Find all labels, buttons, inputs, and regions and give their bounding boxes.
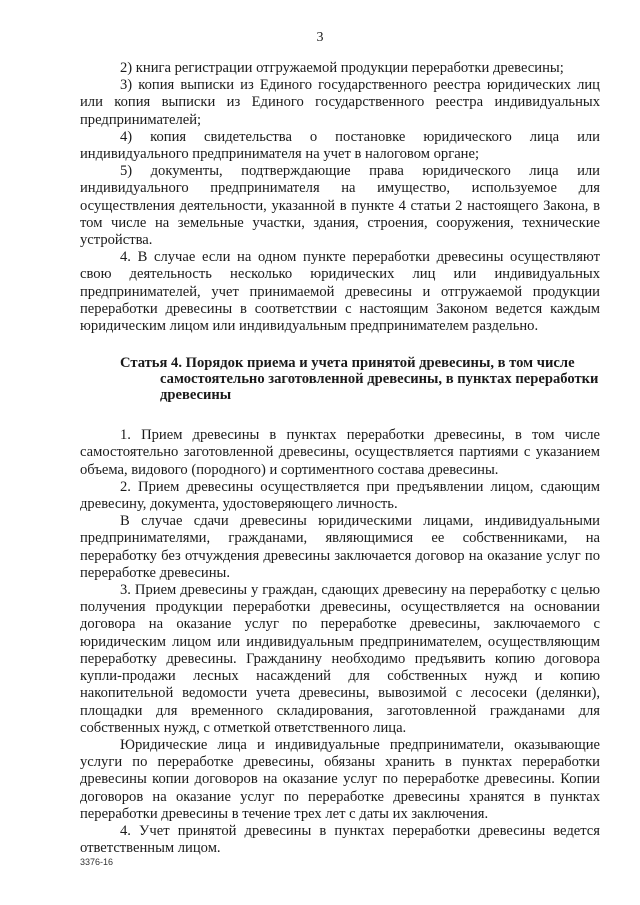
paragraph: 2) книга регистрации отгружаемой продукции переработки древесины; xyxy=(120,60,564,76)
paragraph: 1. Прием древесины в пунктах переработки древесины, в том числе самостоятельно заготовленной древесины, осуществляется партиями с указанием объема, видового (породного) и сортиментного состава древесины. xyxy=(80,427,600,478)
document-body xyxy=(80,60,600,857)
article-heading xyxy=(80,355,600,403)
paragraph: 4) копия свидетельства о постановке юридического лица или индивидуального предпринимателя на учет в налоговом органе; xyxy=(80,128,600,163)
paragraph: 4. Учет принятой древесины в пунктах переработки древесины ведется ответственным лицом. xyxy=(80,822,600,857)
paragraph: В случае сдачи древесины юридическими лицами, индивидуальными предпринимателями, гражданами, являющимися ее собственниками, на переработку без отчуждения древесины заключается договор на оказание услуг по переработке древесины. xyxy=(80,513,600,581)
paragraph: 2. Прием древесины осуществляется при предъявлении лицом, сдающим древесину, документа, удостоверяющего личность. xyxy=(80,478,600,513)
paragraph: 4. В случае если на одном пункте переработки древесины осуществляют свою деятельность несколько юридических лиц или индивидуальных предпринимателей, учет принимаемой древесины и отгружаемой продукции переработки древесины в соответствии с настоящим Законом ведется каждым юридическим лицом или индивидуальным предпринимателем раздельно. xyxy=(80,249,600,335)
page-number: 3 xyxy=(316,30,324,45)
paragraph: 3. Прием древесины у граждан, сдающих древесину на переработку с целью получения продукции переработки древесины, осуществляется на основании договора на оказание услуг по переработке древесины, заключаемого с юридическим лицом или индивидуальным предпринимателем, осуществляющим переработку древесины. Гражданину необходимо предъявить копию договора купли-продажи лесных насаждений для собственных нужд и копию накопительной ведомости учета древесины, вывозимой с лесосеки (делянки), площадки для временного складирования, заготовленной гражданами для собственных нужд, с отметкой ответственного лица. xyxy=(80,582,600,736)
paragraph: 3) копия выписки из Единого государственного реестра юридических лиц или копия выписки из Единого государственного реестра индивидуальных предпринимателей; xyxy=(80,77,600,128)
article-heading-continuation: самостоятельно заготовленной древесины, в пунктах переработки древесины xyxy=(160,371,599,404)
article-heading-line: Статья 4. Порядок приема и учета принятой древесины, в том числе xyxy=(120,355,575,372)
paragraph: 5) документы, подтверждающие права юридического лица или индивидуального предпринимателя на имущество, используемое для осуществления деятельности, указанной в пункте 4 статьи 2 настоящего Закона, в том числе на земельные участки, здания, строения, сооружения, технические устройства. xyxy=(80,163,600,249)
paragraph: Юридические лица и индивидуальные предприниматели, оказывающие услуги по переработке древесины, обязаны хранить в пунктах переработки древесины копии договоров на оказание услуг по переработке древесины. Копии договоров на оказание услуг по переработке древесины хранятся в пунктах переработки древесины в течение трех лет с даты их заключения. xyxy=(80,736,600,822)
document-code: 3376-16 xyxy=(80,857,114,867)
